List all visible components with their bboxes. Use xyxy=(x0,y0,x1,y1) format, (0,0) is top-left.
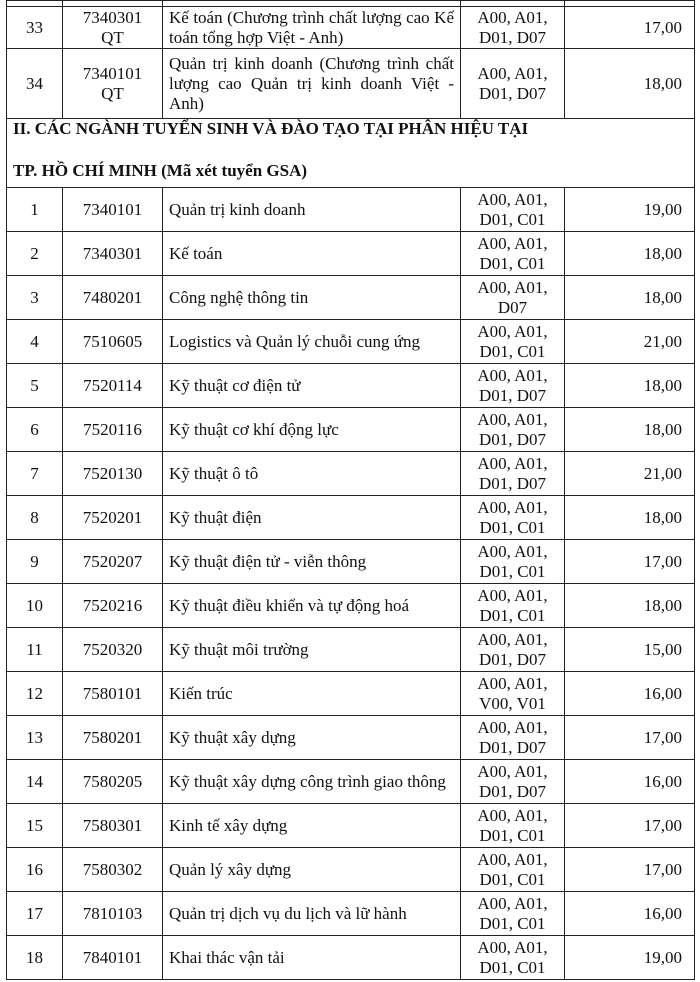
subject-combination: A00, A01, D01, C01 xyxy=(461,496,565,540)
major-code: 7520114 xyxy=(63,364,163,408)
subject-combination: A00, A01, D01, C01 xyxy=(461,320,565,364)
row-number: 7 xyxy=(7,452,63,496)
major-name: Công nghệ thông tin xyxy=(163,276,461,320)
row-number: 11 xyxy=(7,628,63,672)
subject-combination: A00, A01, D01, C01 xyxy=(461,188,565,232)
table-row xyxy=(7,628,695,672)
subject-combination: A00, A01, D01, D07 xyxy=(461,408,565,452)
table-row xyxy=(7,584,695,628)
subject-combination: A00, A01, D01, D07 xyxy=(461,760,565,804)
major-code: 7580302 xyxy=(63,848,163,892)
admission-score: 19,00 xyxy=(565,936,695,980)
table-row xyxy=(7,672,695,716)
table-row xyxy=(7,540,695,584)
admission-score: 18,00 xyxy=(565,408,695,452)
major-code: 7510605 xyxy=(63,320,163,364)
admission-score: 18,00 xyxy=(565,496,695,540)
major-name: Kỹ thuật điện xyxy=(163,496,461,540)
row-number: 5 xyxy=(7,364,63,408)
subject-combination: A00, A01, D01, C01 xyxy=(461,584,565,628)
major-code: 7580201 xyxy=(63,716,163,760)
table-row xyxy=(7,49,695,119)
major-code: 7520116 xyxy=(63,408,163,452)
admission-score: 18,00 xyxy=(565,276,695,320)
major-name: Quản trị kinh doanh xyxy=(163,188,461,232)
section-title-line-2: TP. HỒ CHÍ MINH (Mã xét tuyển GSA) xyxy=(13,161,308,180)
table-row xyxy=(7,496,695,540)
major-name: Kỹ thuật xây dựng công trình giao thông xyxy=(163,760,461,804)
section-heading xyxy=(7,119,695,188)
table-row xyxy=(7,452,695,496)
section-title-line-1: II. CÁC NGÀNH TUYỂN SINH VÀ ĐÀO TẠO TẠI PHÂN HIỆU TẠI xyxy=(13,119,529,138)
table-row xyxy=(7,408,695,452)
major-code: 7810103 xyxy=(63,892,163,936)
table-body-main xyxy=(7,188,695,980)
major-code: 7520201 xyxy=(63,496,163,540)
table-row xyxy=(7,320,695,364)
major-code: 7580301 xyxy=(63,804,163,848)
table-row xyxy=(7,276,695,320)
row-number: 34 xyxy=(7,49,63,119)
major-name: Kỹ thuật điều khiển và tự động hoá xyxy=(163,584,461,628)
admission-score: 15,00 xyxy=(565,628,695,672)
row-number: 15 xyxy=(7,804,63,848)
row-number: 6 xyxy=(7,408,63,452)
major-name: Kỹ thuật điện tử - viễn thông xyxy=(163,540,461,584)
admission-score: 17,00 xyxy=(565,848,695,892)
admission-score: 16,00 xyxy=(565,760,695,804)
row-number: 14 xyxy=(7,760,63,804)
subject-combination: A00, A01, D01, C01 xyxy=(461,232,565,276)
table-row xyxy=(7,848,695,892)
table-row xyxy=(7,7,695,49)
admission-score: 18,00 xyxy=(565,364,695,408)
admission-score: 21,00 xyxy=(565,320,695,364)
subject-combination: A00, A01, D01, C01 xyxy=(461,540,565,584)
major-name: Quản trị kinh doanh (Chương trình chất lượng cao Quản trị kinh doanh Việt - Anh) xyxy=(163,49,461,119)
row-number: 8 xyxy=(7,496,63,540)
major-name: Kiến trúc xyxy=(163,672,461,716)
row-number: 1 xyxy=(7,188,63,232)
admission-score: 18,00 xyxy=(565,49,695,119)
major-name: Logistics và Quản lý chuỗi cung ứng xyxy=(163,320,461,364)
row-number: 18 xyxy=(7,936,63,980)
major-code: 7480201 xyxy=(63,276,163,320)
major-name: Kế toán (Chương trình chất lượng cao Kế toán tổng hợp Việt - Anh) xyxy=(163,7,461,49)
subject-combination: A00, A01, D01, C01 xyxy=(461,848,565,892)
major-name: Kỹ thuật cơ khí động lực xyxy=(163,408,461,452)
major-name: Kỹ thuật xây dựng xyxy=(163,716,461,760)
major-name: Kỹ thuật môi trường xyxy=(163,628,461,672)
major-name: Kinh tế xây dựng xyxy=(163,804,461,848)
admission-score: 16,00 xyxy=(565,892,695,936)
major-code: 7340301 xyxy=(63,232,163,276)
table-row xyxy=(7,804,695,848)
row-number: 33 xyxy=(7,7,63,49)
admission-score: 17,00 xyxy=(565,716,695,760)
subject-combination: A00, A01, D01, D07 xyxy=(461,364,565,408)
major-code: 7340101 xyxy=(63,188,163,232)
major-name: Quản lý xây dựng xyxy=(163,848,461,892)
major-code: 7580205 xyxy=(63,760,163,804)
table-row xyxy=(7,892,695,936)
major-code: 7520320 xyxy=(63,628,163,672)
row-number: 10 xyxy=(7,584,63,628)
row-number: 3 xyxy=(7,276,63,320)
major-name: Quản trị dịch vụ du lịch và lữ hành xyxy=(163,892,461,936)
major-name: Kế toán xyxy=(163,232,461,276)
subject-combination: A00, A01, V00, V01 xyxy=(461,672,565,716)
major-code: 7520207 xyxy=(63,540,163,584)
table-row xyxy=(7,716,695,760)
major-name: Khai thác vận tải xyxy=(163,936,461,980)
table-row xyxy=(7,936,695,980)
major-name: Kỹ thuật ô tô xyxy=(163,452,461,496)
row-number: 13 xyxy=(7,716,63,760)
subject-combination: A00, A01, D01, C01 xyxy=(461,804,565,848)
major-code: 7580101 xyxy=(63,672,163,716)
section-heading-row xyxy=(7,119,695,188)
subject-combination: A00, A01, D01, D07 xyxy=(461,452,565,496)
table-row xyxy=(7,760,695,804)
table-row xyxy=(7,232,695,276)
major-code: 7520216 xyxy=(63,584,163,628)
subject-combination: A00, A01, D07 xyxy=(461,276,565,320)
admission-score: 18,00 xyxy=(565,232,695,276)
row-number: 16 xyxy=(7,848,63,892)
table-row xyxy=(7,188,695,232)
row-number: 4 xyxy=(7,320,63,364)
subject-combination: A00, A01, D01, D07 xyxy=(461,7,565,49)
admission-score: 17,00 xyxy=(565,804,695,848)
section-heading-cell xyxy=(7,119,695,188)
major-code: 7340101 QT xyxy=(63,49,163,119)
major-code: 7840101 xyxy=(63,936,163,980)
row-number: 9 xyxy=(7,540,63,584)
major-code: 7340301 QT xyxy=(63,7,163,49)
subject-combination: A00, A01, D01, D07 xyxy=(461,628,565,672)
admission-score: 19,00 xyxy=(565,188,695,232)
subject-combination: A00, A01, D01, C01 xyxy=(461,936,565,980)
row-number: 2 xyxy=(7,232,63,276)
admission-score: 17,00 xyxy=(565,540,695,584)
subject-combination: A00, A01, D01, D07 xyxy=(461,49,565,119)
subject-combination: A00, A01, D01, D07 xyxy=(461,716,565,760)
row-number: 17 xyxy=(7,892,63,936)
admission-score: 17,00 xyxy=(565,7,695,49)
table-row xyxy=(7,364,695,408)
subject-combination: A00, A01, D01, C01 xyxy=(461,892,565,936)
admission-table xyxy=(6,0,695,980)
major-name: Kỹ thuật cơ điện tử xyxy=(163,364,461,408)
admission-score: 21,00 xyxy=(565,452,695,496)
admission-score: 16,00 xyxy=(565,672,695,716)
admission-score: 18,00 xyxy=(565,584,695,628)
table-body-top xyxy=(7,1,695,119)
row-number: 12 xyxy=(7,672,63,716)
major-code: 7520130 xyxy=(63,452,163,496)
